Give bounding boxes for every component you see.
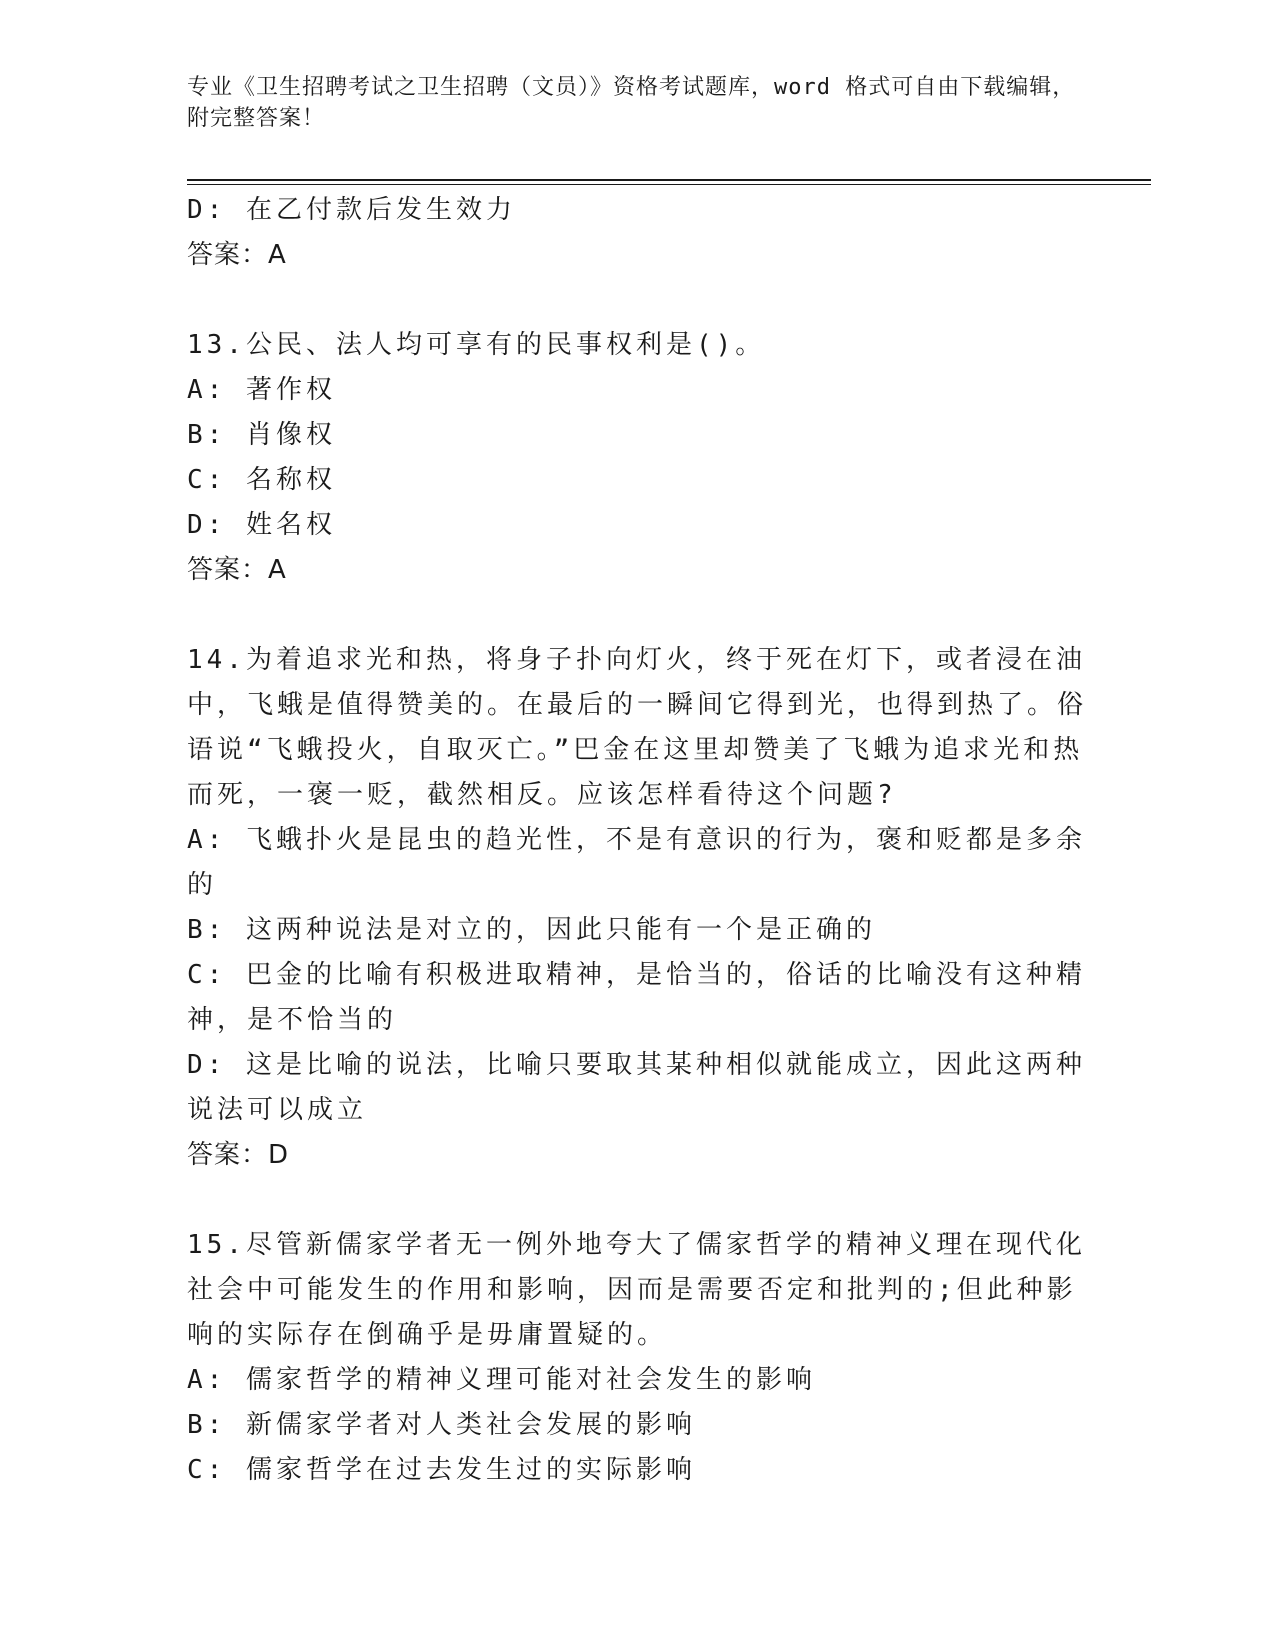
spacer xyxy=(187,1178,1087,1223)
option-c: C: 儒家哲学在过去发生过的实际影响 xyxy=(187,1455,696,1485)
page-header: 专业《卫生招聘考试之卫生招聘（文员）》资格考试题库，word 格式可自由下载编辑，附完整答案！ xyxy=(187,75,1076,131)
option-b: B: 肖像权 xyxy=(187,420,336,450)
spacer xyxy=(187,278,1087,323)
option-a: A: 飞蛾扑火是昆虫的趋光性，不是有意识的行为，褒和贬都是多余的 xyxy=(187,825,1086,900)
question-content xyxy=(187,188,1087,1493)
answer: 答案：A xyxy=(187,555,287,585)
question-12-tail xyxy=(187,188,1087,278)
answer: 答案：D xyxy=(187,1140,290,1170)
question-text: 15.尽管新儒家学者无一例外地夸大了儒家哲学的精神义理在现代化社会中可能发生的作用和影响，因而是需要否定和批判的;但此种影响的实际存在倒确乎是毋庸置疑的。 xyxy=(187,1230,1086,1350)
option-c: C: 名称权 xyxy=(187,465,336,495)
question-text: 13.公民、法人均可享有的民事权利是()。 xyxy=(187,330,766,360)
question-15 xyxy=(187,1223,1087,1493)
option-d: D: 这是比喻的说法，比喻只要取其某种相似就能成立，因此这两种说法可以成立 xyxy=(187,1050,1086,1125)
option-c: C: 巴金的比喻有积极进取精神，是恰当的，俗话的比喻没有这种精神，是不恰当的 xyxy=(187,960,1086,1035)
option-b: B: 新儒家学者对人类社会发展的影响 xyxy=(187,1410,696,1440)
option-d: D: 在乙付款后发生效力 xyxy=(187,195,516,225)
question-14 xyxy=(187,638,1087,1178)
option-d: D: 姓名权 xyxy=(187,510,336,540)
option-a: A: 著作权 xyxy=(187,375,336,405)
spacer xyxy=(187,593,1087,638)
question-text: 14.为着追求光和热，将身子扑向灯火，终于死在灯下，或者浸在油中，飞蛾是值得赞美的。在最后的一瞬间它得到光，也得到热了。俗语说“飞蛾投火，自取灭亡。”巴金在这里却赞美了飞蛾为追求光和热而死，一褒一贬，截然相反。应该怎样看待这个问题? xyxy=(187,645,1088,810)
option-a: A: 儒家哲学的精神义理可能对社会发生的影响 xyxy=(187,1365,816,1395)
option-b: B: 这两种说法是对立的，因此只能有一个是正确的 xyxy=(187,915,876,945)
header-rule-thick xyxy=(187,179,1151,181)
question-13 xyxy=(187,323,1087,593)
header-rule-thin xyxy=(187,184,1151,185)
answer: 答案：A xyxy=(187,240,287,270)
